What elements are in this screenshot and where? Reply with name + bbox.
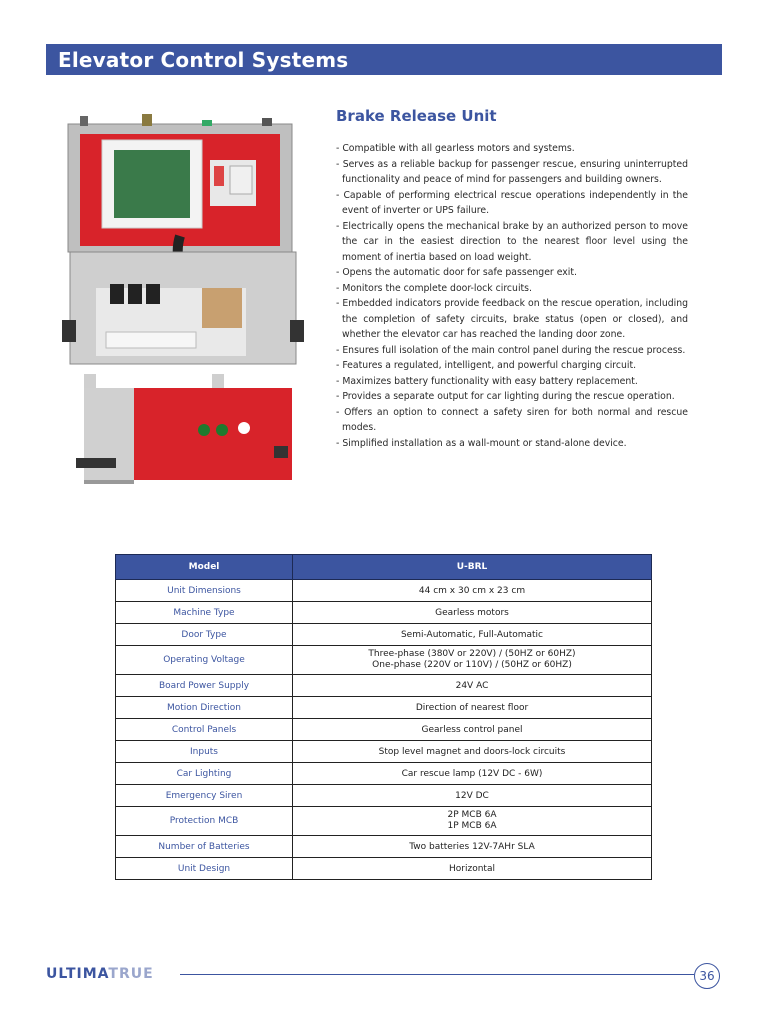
row-value: Two batteries 12V-7AHr SLA — [293, 836, 652, 858]
row-label: Unit Design — [116, 858, 293, 880]
row-value: 24V AC — [293, 675, 652, 697]
row-value: Car rescue lamp (12V DC - 6W) — [293, 763, 652, 785]
row-label: Motion Direction — [116, 697, 293, 719]
brand-logo — [46, 966, 154, 982]
page-number: 36 — [694, 963, 720, 989]
row-label: Emergency Siren — [116, 785, 293, 807]
table-row — [116, 763, 652, 785]
row-value: Gearless motors — [293, 602, 652, 624]
feature-list — [336, 141, 688, 451]
row-value-line: One-phase (220V or 110V) / (50HZ or 60HZ) — [372, 660, 572, 670]
header-bar — [46, 44, 722, 75]
brand-part-2: TRUE — [108, 966, 154, 982]
table-row — [116, 858, 652, 880]
row-label: Car Lighting — [116, 763, 293, 785]
table-row — [116, 836, 652, 858]
list-item: - Embedded indicators provide feedback on the rescue operation, including the completion of safety circuits, brake status (open or closed), and whether the elevator car has reached the landing door zone. — [336, 296, 688, 343]
row-label: Control Panels — [116, 719, 293, 741]
row-label: Machine Type — [116, 602, 293, 624]
list-item: - Offers an option to connect a safety siren for both normal and rescue modes. — [336, 405, 688, 436]
row-value: Gearless control panel — [293, 719, 652, 741]
row-value-line: 1P MCB 6A — [447, 821, 497, 831]
row-value — [293, 807, 652, 836]
column-header-model: Model — [116, 555, 293, 580]
list-item: - Maximizes battery functionality with easy battery replacement. — [336, 374, 688, 390]
list-item: - Electrically opens the mechanical brake by an authorized person to move the car in the easiest direction to the nearest floor level using the moment of inertia based on load weight. — [336, 219, 688, 266]
row-label: Board Power Supply — [116, 675, 293, 697]
row-value: Horizontal — [293, 858, 652, 880]
page-title: Elevator Control Systems — [58, 48, 349, 72]
row-label: Unit Dimensions — [116, 580, 293, 602]
table-row — [116, 675, 652, 697]
table-row — [116, 719, 652, 741]
table-row — [116, 697, 652, 719]
column-header-value: U-BRL — [293, 555, 652, 580]
table-row — [116, 785, 652, 807]
row-value: 44 cm x 30 cm x 23 cm — [293, 580, 652, 602]
table-row — [116, 807, 652, 836]
row-value: Stop level magnet and doors-lock circuits — [293, 741, 652, 763]
list-item: - Ensures full isolation of the main control panel during the rescue process. — [336, 343, 688, 359]
table-row — [116, 602, 652, 624]
list-item: - Monitors the complete door-lock circuits. — [336, 281, 688, 297]
table-row — [116, 580, 652, 602]
row-value: 12V DC — [293, 785, 652, 807]
list-item: - Opens the automatic door for safe passenger exit. — [336, 265, 688, 281]
list-item: - Provides a separate output for car lighting during the rescue operation. — [336, 389, 688, 405]
spec-table — [115, 554, 652, 880]
row-label: Operating Voltage — [116, 646, 293, 675]
list-item: - Serves as a reliable backup for passenger rescue, ensuring uninterrupted functionality and peace of mind for passengers and building owners. — [336, 157, 688, 188]
table-row — [116, 741, 652, 763]
section-title: Brake Release Unit — [336, 107, 497, 125]
table-row — [116, 646, 652, 675]
brand-part-1: ULTIMA — [46, 966, 109, 982]
table-header-row — [116, 555, 652, 580]
row-label: Inputs — [116, 741, 293, 763]
table-row — [116, 624, 652, 646]
list-item: - Compatible with all gearless motors and systems. — [336, 141, 688, 157]
list-item: - Simplified installation as a wall-mount or stand-alone device. — [336, 436, 688, 452]
row-value: Semi-Automatic, Full-Automatic — [293, 624, 652, 646]
row-label: Door Type — [116, 624, 293, 646]
row-value: Direction of nearest floor — [293, 697, 652, 719]
row-value-line: Three-phase (380V or 220V) / (50HZ or 60HZ) — [368, 649, 576, 659]
row-label: Number of Batteries — [116, 836, 293, 858]
row-label: Protection MCB — [116, 807, 293, 836]
list-item: - Features a regulated, intelligent, and powerful charging circuit. — [336, 358, 688, 374]
row-value-line: 2P MCB 6A — [447, 810, 497, 820]
list-item: - Capable of performing electrical rescue operations independently in the event of inverter or UPS failure. — [336, 188, 688, 219]
footer-divider — [180, 974, 694, 975]
row-value — [293, 646, 652, 675]
brake-release-unit-photo — [62, 112, 308, 484]
